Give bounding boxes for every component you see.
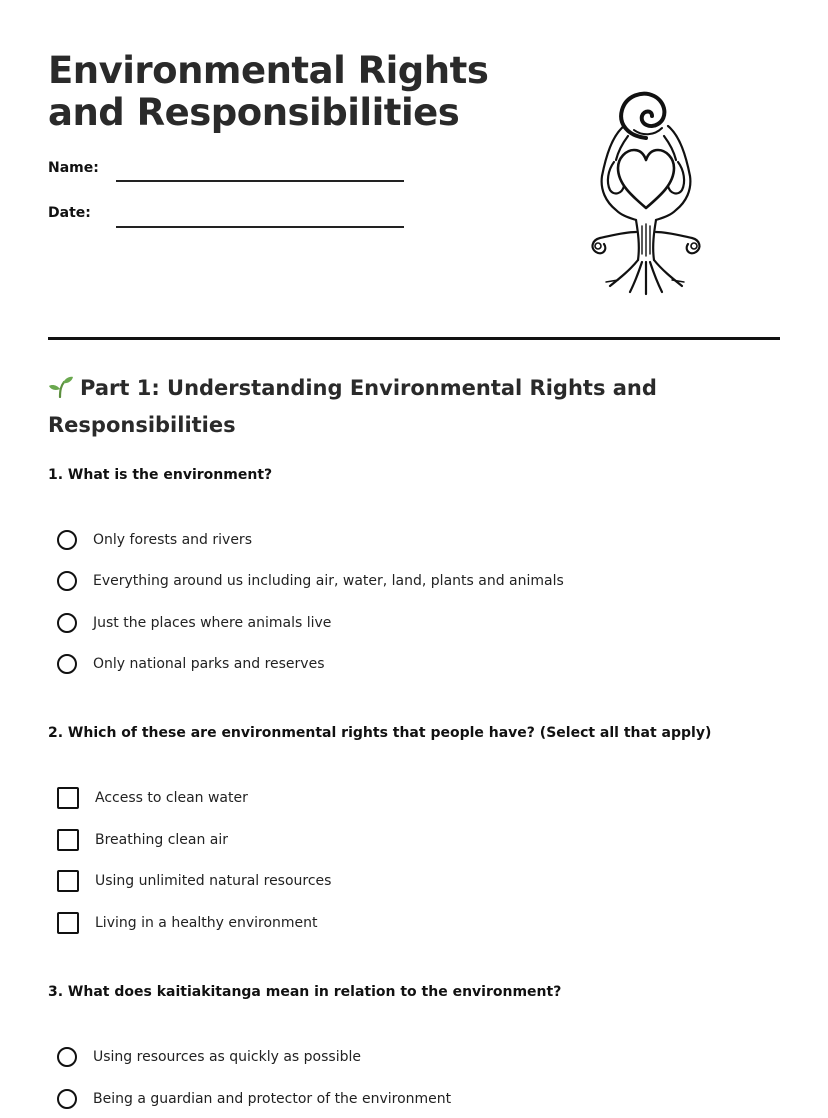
question-2-text: 2. Which of these are environmental rights that people have? (Select all that apply) <box>48 725 712 741</box>
q2-option-2[interactable] <box>57 828 228 852</box>
title-line-1: Environmental Rights <box>48 49 489 92</box>
option-label: Using resources as quickly as possible <box>93 1049 361 1065</box>
date-field[interactable] <box>116 226 404 228</box>
radio-button[interactable] <box>57 1047 77 1067</box>
checkbox[interactable] <box>57 829 79 851</box>
radio-button[interactable] <box>57 530 77 550</box>
name-label: Name: <box>48 160 99 176</box>
option-label: Only forests and rivers <box>93 532 252 548</box>
option-label: Only national parks and reserves <box>93 656 325 672</box>
q3-option-1[interactable] <box>57 1045 361 1069</box>
q1-option-4[interactable] <box>57 652 325 676</box>
option-label: Living in a healthy environment <box>95 915 318 931</box>
q1-option-2[interactable] <box>57 569 564 593</box>
section-divider <box>48 337 780 340</box>
q3-option-2[interactable] <box>57 1087 451 1111</box>
option-label: Being a guardian and protector of the environment <box>93 1091 452 1107</box>
part-1-heading-text: Part 1: Understanding Environmental Rights and Responsibilities <box>48 376 657 437</box>
q1-option-1[interactable] <box>57 528 252 552</box>
radio-button[interactable] <box>57 1089 77 1109</box>
q2-option-3[interactable] <box>57 869 331 893</box>
checkbox[interactable] <box>57 870 79 892</box>
option-label: Everything around us including air, water, land, plants and animals <box>93 573 564 589</box>
option-label: Just the places where animals live <box>93 615 332 631</box>
radio-button[interactable] <box>57 571 77 591</box>
radio-button[interactable] <box>57 613 77 633</box>
page-title <box>48 50 488 134</box>
q2-option-1[interactable] <box>57 786 248 810</box>
hands-heart-tree-icon <box>584 86 708 296</box>
checkbox[interactable] <box>57 912 79 934</box>
date-label: Date: <box>48 205 91 221</box>
option-label: Access to clean water <box>95 790 248 806</box>
q1-option-3[interactable] <box>57 611 331 635</box>
part-1-heading <box>48 370 688 444</box>
sprout-icon <box>48 376 74 398</box>
option-label: Using unlimited natural resources <box>95 873 332 889</box>
title-line-2: and Responsibilities <box>48 91 460 134</box>
checkbox[interactable] <box>57 787 79 809</box>
name-field[interactable] <box>116 180 404 182</box>
q2-option-4[interactable] <box>57 911 318 935</box>
radio-button[interactable] <box>57 654 77 674</box>
question-3-text: 3. What does kaitiakitanga mean in relation to the environment? <box>48 984 562 1000</box>
option-label: Breathing clean air <box>95 832 229 848</box>
question-1-text: 1. What is the environment? <box>48 467 273 483</box>
